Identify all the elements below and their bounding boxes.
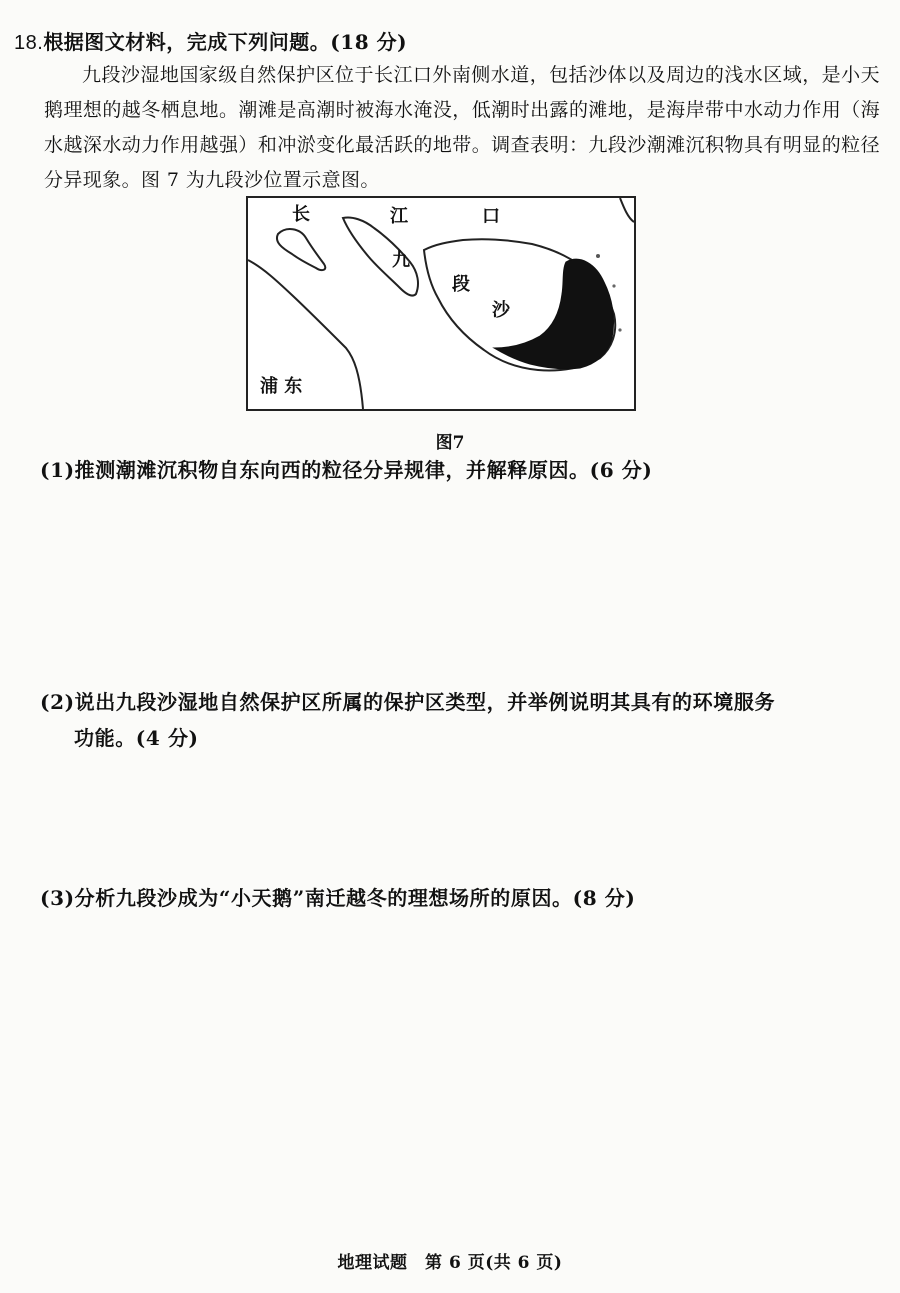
map-drawing bbox=[248, 198, 634, 409]
island-west bbox=[277, 229, 325, 270]
intro-text: 九段沙湿地国家级自然保护区位于长江口外南侧水道，包括沙体以及周边的浅水区域，是小天鹅理想的越冬栖息地。潮滩是高潮时被海水淹没，低潮时出露的滩地，是海岸带中水动力作用（海水越深水动力作用越强）和冲淤变化最活跃的地带。调查表明：九段沙潮滩沉积物具有明显的粒径分异现象。图 7 为九段沙位置示意图。 bbox=[44, 64, 880, 191]
sub-question-2-line2: 功能。(4 分) bbox=[74, 726, 199, 750]
sub-question-2 bbox=[40, 684, 890, 756]
speckle-2 bbox=[612, 284, 615, 287]
map-label-duan: 段 bbox=[452, 274, 470, 295]
map-label-jiang: 江 bbox=[390, 206, 408, 227]
map-label-pudong: 浦 东 bbox=[260, 376, 303, 397]
map-label-kou: 口 bbox=[482, 206, 500, 227]
speckle-1 bbox=[596, 254, 600, 258]
question-title bbox=[14, 26, 407, 55]
sub-question-3-text: (3)分析九段沙成为“小天鹅”南迁越冬的理想场所的原因。(8 分) bbox=[40, 886, 636, 910]
map-label-chang: 长 bbox=[292, 204, 310, 225]
map-label-sha: 沙 bbox=[492, 300, 510, 321]
sub-question-1-text: (1)推测潮滩沉积物自东向西的粒径分异规律，并解释原因。(6 分) bbox=[40, 458, 653, 482]
intro-paragraph bbox=[44, 58, 880, 198]
map-label-jiu: 九 bbox=[392, 250, 410, 271]
question-number: 18. bbox=[14, 32, 44, 54]
channel-line bbox=[620, 198, 634, 222]
sub-question-1 bbox=[40, 452, 890, 488]
page-footer: 地理试题 第 6 页(共 6 页) bbox=[337, 1253, 563, 1273]
sub-question-3 bbox=[40, 880, 890, 916]
location-map bbox=[246, 196, 636, 411]
sub-question-2-line1: (2)说出九段沙湿地自然保护区所属的保护区类型，并举例说明其具有的环境服务 bbox=[40, 690, 776, 714]
speckle-3 bbox=[618, 328, 621, 331]
question-title-text: 根据图文材料，完成下列问题。(18 分) bbox=[43, 30, 408, 54]
figure-caption: 图7 bbox=[435, 433, 465, 453]
